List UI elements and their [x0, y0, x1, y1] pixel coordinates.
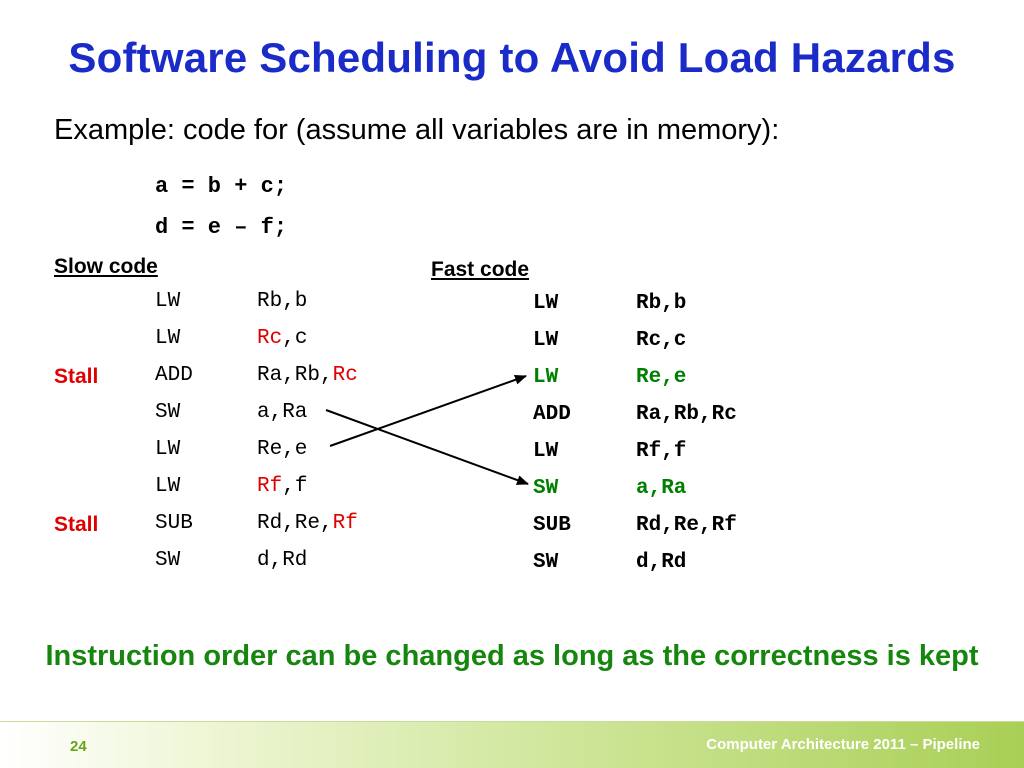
- slow-opcode: ADD: [155, 364, 193, 387]
- operand-text: Rd,Re,: [257, 512, 333, 535]
- slow-opcode: SW: [155, 549, 181, 572]
- fast-operands: d,Rd: [636, 551, 687, 574]
- footer-course: Computer Architecture 2011 – Pipeline: [706, 736, 980, 753]
- fast-opcode: SUB: [533, 514, 571, 537]
- operand-text: ,c: [282, 327, 308, 350]
- slow-opcode: LW: [155, 327, 181, 350]
- hazard-register: Rc: [332, 364, 358, 387]
- fast-opcode: LW: [533, 440, 559, 463]
- arrow-lw-moved-up: [330, 376, 526, 446]
- operand-text: Re,e: [257, 438, 308, 461]
- slow-opcode: LW: [155, 438, 181, 461]
- slow-opcode: SW: [155, 401, 181, 424]
- stall-label: Stall: [54, 513, 99, 536]
- fast-operands: Rf,f: [636, 440, 687, 463]
- hazard-register: Rc: [257, 327, 283, 350]
- fast-operands: Re,e: [636, 366, 687, 389]
- hazard-register: Rf: [257, 475, 283, 498]
- operand-text: Ra,Rb,: [257, 364, 333, 387]
- fast-opcode: ADD: [533, 403, 571, 426]
- fast-operands: a,Ra: [636, 477, 687, 500]
- intro-text: Example: code for (assume all variables are in memory):: [54, 114, 780, 146]
- stall-label: Stall: [54, 365, 99, 388]
- fast-code-label: Fast code: [431, 258, 530, 281]
- fast-opcode: LW: [533, 366, 559, 389]
- operand-text: Rb,b: [257, 290, 308, 313]
- hazard-register: Rf: [332, 512, 358, 535]
- slide-title: Software Scheduling to Avoid Load Hazards: [68, 34, 956, 81]
- operand-text: d,Rd: [257, 549, 308, 572]
- page-number: 24: [70, 738, 87, 755]
- fast-opcode: SW: [533, 551, 559, 574]
- slow-opcode: SUB: [155, 512, 193, 535]
- fast-operands: Rc,c: [636, 329, 687, 352]
- fast-opcode: LW: [533, 329, 559, 352]
- slow-code-label: Slow code: [54, 255, 158, 278]
- operand-text: ,f: [282, 475, 308, 498]
- fast-opcode: LW: [533, 292, 559, 315]
- operand-text: a,Ra: [257, 401, 308, 424]
- fast-operands: Rb,b: [636, 292, 687, 315]
- conclusion-note: Instruction order can be changed as long as the correctness is kept: [45, 640, 979, 672]
- arrow-sw-moved-down: [326, 410, 528, 484]
- fast-operands: Ra,Rb,Rc: [636, 403, 737, 426]
- slow-opcode: LW: [155, 475, 181, 498]
- statement-2: d = e – f;: [155, 215, 288, 240]
- fast-opcode: SW: [533, 477, 559, 500]
- fast-operands: Rd,Re,Rf: [636, 514, 737, 537]
- slow-opcode: LW: [155, 290, 181, 313]
- statement-1: a = b + c;: [155, 174, 288, 199]
